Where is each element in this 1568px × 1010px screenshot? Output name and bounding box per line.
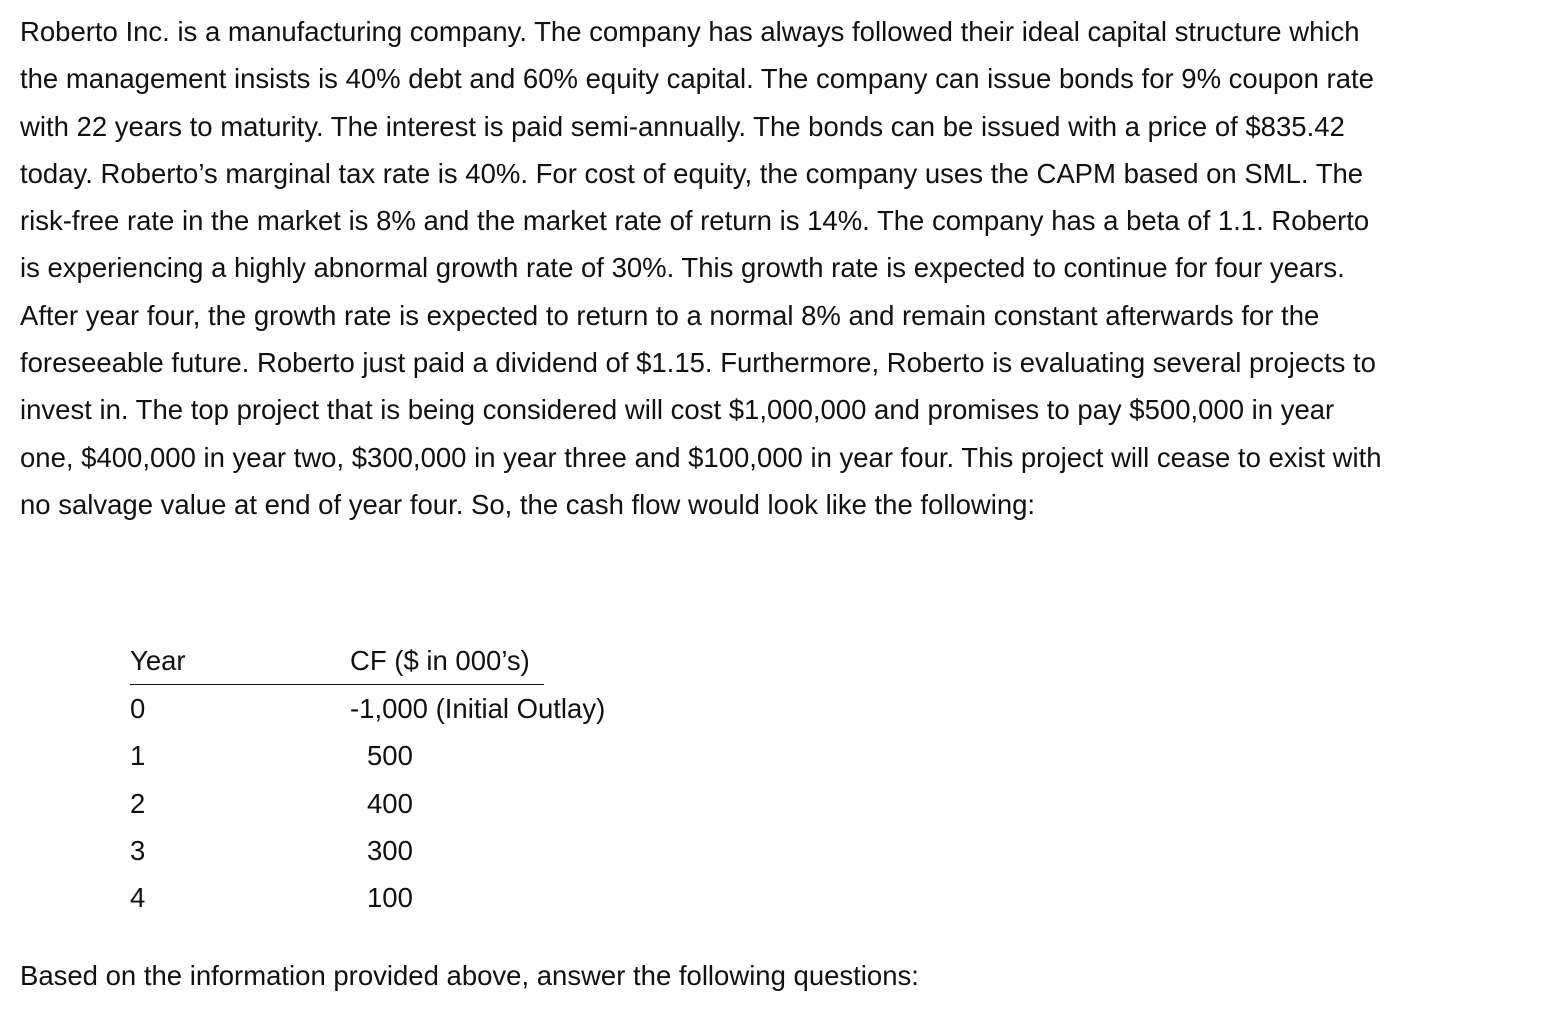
- problem-paragraph: [20, 8, 1560, 528]
- year-column-header: Year: [130, 645, 186, 676]
- paragraph-line: After year four, the growth rate is expected to return to a normal 8% and remain constant afterwards for the: [20, 299, 1320, 331]
- paragraph-line: the management insists is 40% debt and 60% equity capital. The company can issue bonds for 9% coupon rate: [20, 63, 1374, 95]
- cash-flow-cell: 400: [367, 787, 413, 819]
- cash-flow-table: [130, 638, 650, 921]
- paragraph-line: foreseeable future. Roberto just paid a dividend of $1.15. Furthermore, Roberto is evaluating several projects to: [20, 347, 1376, 379]
- table-row: [130, 732, 650, 779]
- table-row: [130, 685, 650, 732]
- paragraph-line: Roberto Inc. is a manufacturing company. The company has always followed their ideal capital structure which: [20, 16, 1360, 47]
- table-row: [130, 874, 650, 921]
- cash-flow-cell: 100: [367, 882, 413, 914]
- year-cell: 0: [130, 693, 146, 724]
- paragraph-line: risk-free rate in the market is 8% and the market rate of return is 14%. The company has a beta of 1.1. Roberto: [20, 205, 1370, 237]
- paragraph-line: today. Roberto’s marginal tax rate is 40%. For cost of equity, the company uses the CAPM based on SML. The: [20, 157, 1364, 189]
- cash-flow-cell: 500: [367, 740, 413, 772]
- year-cell: 4: [130, 882, 146, 914]
- table-row: [130, 827, 650, 874]
- paragraph-line: invest in. The top project that is being considered will cost $1,000,000 and promises to pay $500,000 in year: [20, 394, 1335, 426]
- cash-flow-cell: 300: [367, 834, 413, 866]
- table-row: [130, 780, 650, 827]
- questions-intro: Based on the information provided above, answer the following questions:: [20, 960, 919, 991]
- paragraph-line: with 22 years to maturity. The interest is paid semi-annually. The bonds can be issued with a price of $835.42: [20, 110, 1345, 142]
- paragraph-line: is experiencing a highly abnormal growth rate of 30%. This growth rate is expected to continue for four years.: [20, 252, 1345, 284]
- paragraph-line: no salvage value at end of year four. So, the cash flow would look like the following:: [20, 488, 1036, 520]
- cash-flow-cell: -1,000 (Initial Outlay): [350, 693, 606, 724]
- year-cell: 3: [130, 834, 146, 866]
- cash-flow-column-header: CF ($ in 000’s): [350, 645, 530, 676]
- paragraph-line: one, $400,000 in year two, $300,000 in year three and $100,000 in year four. This project will cease to exist with: [20, 441, 1382, 473]
- year-cell: 2: [130, 787, 146, 819]
- cash-flow-table-header: [130, 638, 544, 685]
- year-cell: 1: [130, 740, 146, 772]
